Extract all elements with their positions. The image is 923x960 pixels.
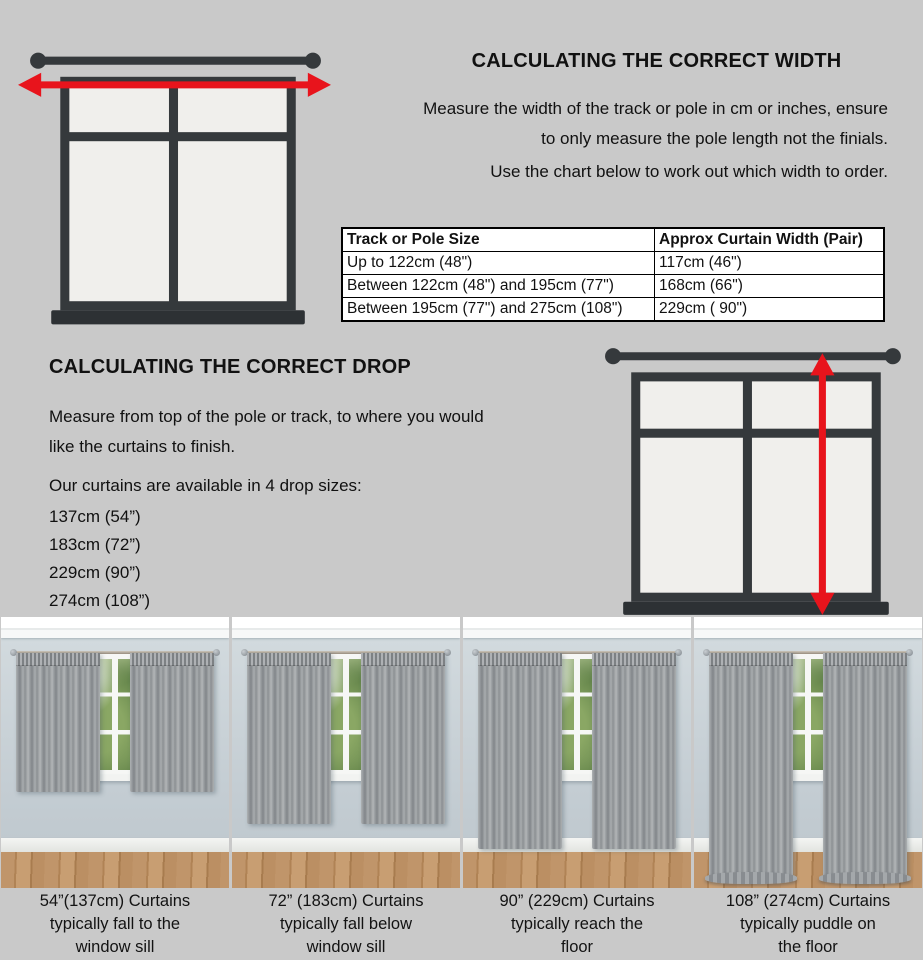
- pole-finial-right: [885, 348, 901, 364]
- table-cell-pole-size: Between 195cm (77") and 275cm (108"): [342, 298, 655, 322]
- drop-sizes-intro: Our curtains are available in 4 drop sizes:: [49, 476, 362, 495]
- room-ceiling: [1, 617, 229, 638]
- curtain-right: [592, 653, 676, 849]
- caption-line: 90” (229cm) Curtains: [499, 892, 655, 910]
- table-header-row: [342, 228, 884, 252]
- width-intro-line1: Measure the width of the track or pole in cm or inches, ensure: [423, 99, 888, 118]
- room-ceiling: [463, 617, 691, 638]
- drop-intro-line1: Measure from top of the pole or track, to where you would: [49, 407, 484, 426]
- curtain-width-table: [341, 227, 885, 322]
- caption-line: window sill: [306, 938, 386, 956]
- caption-line: typically fall below: [279, 915, 413, 933]
- window-sill: [51, 310, 305, 324]
- table-cell-curtain-width: 229cm ( 90"): [655, 298, 885, 322]
- table-header-pole-size: Track or Pole Size: [342, 228, 655, 252]
- drop-diagram-svg: [597, 340, 921, 622]
- drop-intro-line2: like the curtains to finish.: [49, 437, 236, 456]
- baseboard: [232, 838, 460, 852]
- window-pane: [640, 381, 743, 428]
- drop-size-item: 274cm (108”): [49, 591, 151, 610]
- caption-line: the floor: [778, 938, 838, 956]
- drop-sizes-list: [49, 503, 150, 615]
- window-pane: [69, 141, 169, 301]
- curtain-left: [709, 653, 793, 879]
- table-cell-pole-size: Up to 122cm (48"): [342, 252, 655, 275]
- drop-size-item: 137cm (54”): [49, 507, 141, 526]
- curtain-right: [130, 653, 214, 792]
- example-photo-108in: [694, 617, 922, 888]
- caption-72in: [232, 890, 460, 959]
- window-pane: [640, 438, 743, 593]
- caption-90in: [463, 890, 691, 959]
- curtain-left: [478, 653, 562, 849]
- pole-finial-right: [305, 53, 321, 69]
- caption-line: 72” (183cm) Curtains: [268, 892, 424, 910]
- window-pane: [178, 86, 287, 132]
- window-pane: [752, 438, 872, 593]
- width-section-intro: [303, 94, 888, 154]
- curtain-right: [361, 653, 445, 824]
- pole-finial-left: [30, 53, 46, 69]
- caption-108in: [694, 890, 922, 959]
- caption-line: typically fall to the: [49, 915, 181, 933]
- table-row: [342, 298, 884, 322]
- pole-finial-left: [605, 348, 621, 364]
- table-cell-curtain-width: 117cm (46"): [655, 252, 885, 275]
- table-header-curtain-width: Approx Curtain Width (Pair): [655, 228, 885, 252]
- curtain-left: [16, 653, 100, 792]
- table-cell-pole-size: Between 122cm (48") and 195cm (77"): [342, 275, 655, 298]
- width-measure-diagram: [16, 44, 333, 332]
- curtain-left: [247, 653, 331, 824]
- wood-floor: [463, 852, 691, 888]
- caption-line: floor: [560, 938, 594, 956]
- caption-line: window sill: [75, 938, 155, 956]
- caption-line: 54”(137cm) Curtains: [39, 892, 191, 910]
- window-pane: [752, 381, 872, 428]
- wood-floor: [1, 852, 229, 888]
- example-photo-54in: [1, 617, 229, 888]
- caption-54in: [1, 890, 229, 959]
- table-row: [342, 252, 884, 275]
- baseboard: [1, 838, 229, 852]
- window-pane: [178, 141, 287, 301]
- wood-floor: [232, 852, 460, 888]
- example-photo-72in: [232, 617, 460, 888]
- drop-size-item: 229cm (90”): [49, 563, 141, 582]
- table-cell-curtain-width: 168cm (66"): [655, 275, 885, 298]
- drop-section-heading: CALCULATING THE CORRECT DROP: [49, 356, 411, 378]
- width-section-note: Use the chart below to work out which width to order.: [490, 162, 888, 181]
- width-section-heading: CALCULATING THE CORRECT WIDTH: [471, 50, 842, 72]
- width-arrow-head-left-icon: [18, 73, 41, 97]
- room-ceiling: [694, 617, 922, 638]
- window-sill: [623, 602, 889, 615]
- drop-section-intro: [49, 402, 589, 462]
- example-photo-90in: [463, 617, 691, 888]
- table-row: [342, 275, 884, 298]
- width-intro-line2: to only measure the pole length not the finials.: [541, 129, 888, 148]
- window-pane: [69, 86, 169, 132]
- drop-measure-diagram: [597, 340, 921, 622]
- width-diagram-svg: [16, 44, 333, 332]
- drop-size-item: 183cm (72”): [49, 535, 141, 554]
- curtain-right: [823, 653, 907, 879]
- caption-line: 108” (274cm) Curtains: [725, 892, 891, 910]
- caption-line: typically reach the: [510, 915, 644, 933]
- room-ceiling: [232, 617, 460, 638]
- caption-line: typically puddle on: [740, 915, 876, 933]
